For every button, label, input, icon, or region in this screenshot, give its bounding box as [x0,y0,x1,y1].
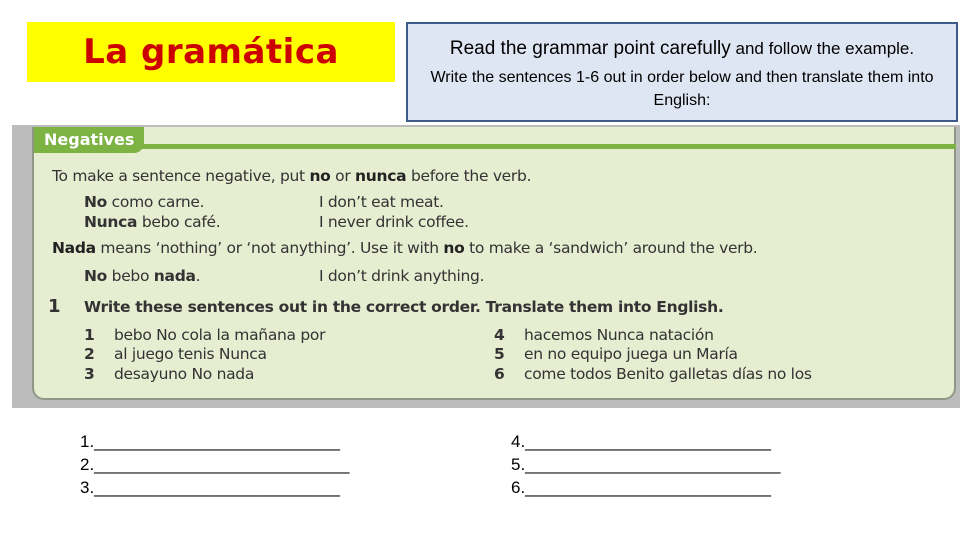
answer-line: 2.___________________________ [80,455,350,474]
answer-line: 4.__________________________ [511,432,771,451]
answer-line: 1.__________________________ [80,432,340,451]
item-text: bebo No cola la mañana por [114,326,326,344]
intro-part: or [330,167,356,185]
item-number: 4 [494,326,505,344]
list-item [84,345,267,363]
instructions-box [406,22,958,122]
example-en-1: I don’t eat meat. [319,193,444,211]
example-bold: Nunca [84,213,138,231]
item-number: 6 [494,365,505,383]
example-es-2 [84,213,220,231]
example-bold: nada [153,267,196,285]
example-rest: bebo café. [137,213,221,231]
item-number: 2 [84,345,95,363]
intro-part: before the verb. [406,167,532,185]
example-bold: No [84,193,108,211]
instructions-line-1 [408,38,956,60]
instructions-small: and follow the example. [730,39,915,58]
example-es-3 [84,267,200,285]
item-text: al juego tenis Nunca [114,345,267,363]
answer-line: 5.___________________________ [511,455,781,474]
item-text: hacemos Nunca natación [524,326,714,344]
title-banner [27,22,395,82]
item-text: en no equipo juega un María [524,345,738,363]
intro-nunca: nunca [355,167,407,185]
heading-bar [34,144,956,149]
instructions-line-2: Write the sentences 1-6 out in order below and then translate them into English: [430,69,934,109]
panel-heading: Negatives [34,127,144,153]
example-en-2: I never drink coffee. [319,213,469,231]
nada-word: Nada [52,239,96,257]
example-en-3: I don’t drink anything. [319,267,485,285]
exercise-number: 1 [48,296,61,317]
example-rest: bebo [107,267,154,285]
exercise-task: Write these sentences out in the correct order. Translate them into English. [84,298,724,316]
list-item [494,326,714,344]
instructions-main: Read the grammar point carefully [449,38,731,59]
list-item [494,365,812,383]
example-bold: No [84,267,108,285]
nada-part: means ‘nothing’ or ‘not anything’. Use it with [95,239,444,257]
answer-lines-right [511,430,780,499]
answer-line: 3.__________________________ [80,478,340,497]
grammar-panel-inner [32,127,956,400]
intro-line [52,167,531,185]
answer-line: 6.__________________________ [511,478,771,497]
item-text: come todos Benito galletas días no los [524,365,812,383]
item-number: 1 [84,326,95,344]
list-item [494,345,738,363]
list-item [84,365,254,383]
item-text: desayuno No nada [114,365,255,383]
intro-part: To make a sentence negative, put [52,167,310,185]
answer-lines-left [80,430,349,499]
grammar-panel [12,125,960,408]
intro-no: no [309,167,331,185]
nada-line [52,239,757,257]
item-number: 3 [84,365,95,383]
example-rest: como carne. [107,193,205,211]
example-rest: . [195,267,201,285]
nada-no: no [443,239,465,257]
nada-part: to make a ‘sandwich’ around the verb. [464,239,758,257]
list-item [84,326,325,344]
example-es-1 [84,193,204,211]
page-title: La gramática [83,32,339,72]
item-number: 5 [494,345,505,363]
